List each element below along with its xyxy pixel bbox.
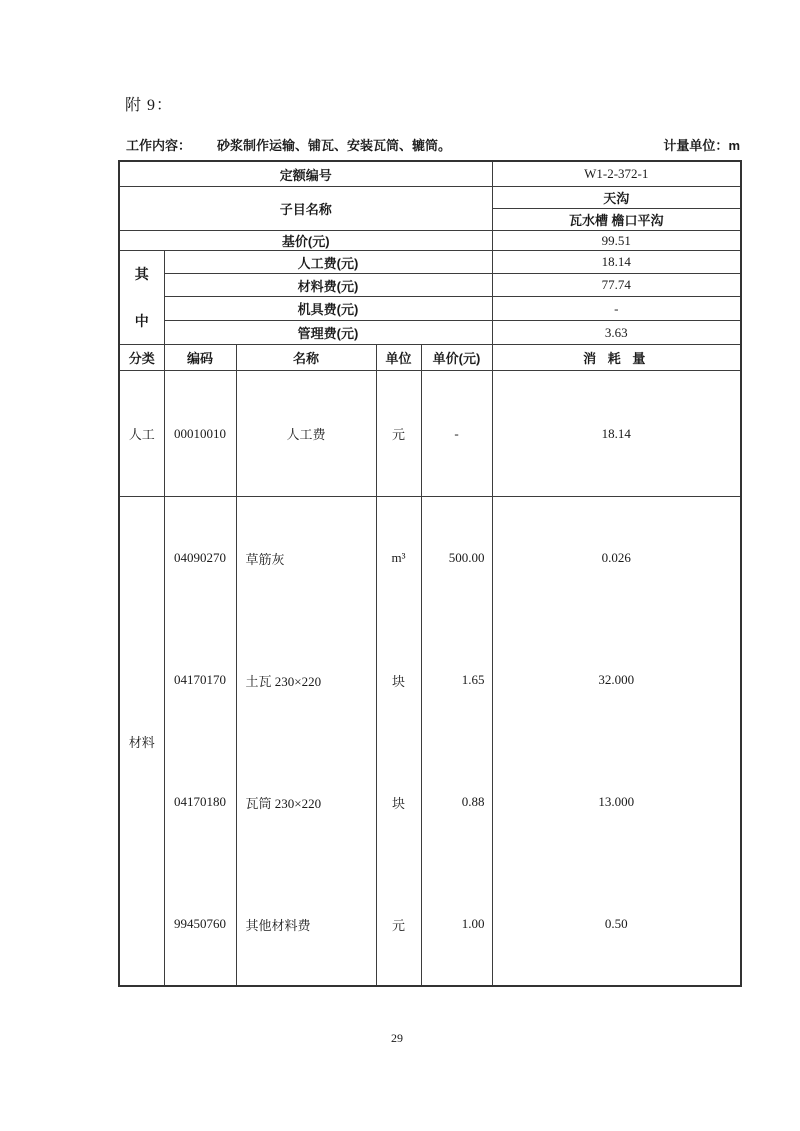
item-name-row bbox=[119, 187, 741, 209]
col-code: 编码 bbox=[164, 345, 236, 371]
material-name: 瓦筒 230×220 bbox=[245, 795, 322, 811]
among-char-2: 中 bbox=[134, 312, 149, 329]
machine-cost-row bbox=[119, 297, 741, 321]
machine-cost-label: 机具费(元) bbox=[164, 297, 492, 321]
work-content-text: 砂浆制作运输、铺瓦、安装瓦筒、辘筒。 bbox=[217, 138, 452, 153]
machine-cost-value: - bbox=[492, 297, 741, 321]
management-cost-row bbox=[119, 321, 741, 345]
base-price-label: 基价(元) bbox=[119, 231, 492, 251]
item-name-label: 子目名称 bbox=[119, 187, 492, 231]
material-consumption: 0.50 bbox=[604, 916, 628, 931]
material-names bbox=[236, 497, 376, 987]
labor-unit: 元 bbox=[376, 371, 421, 497]
quota-table bbox=[118, 160, 742, 987]
management-cost-label: 管理费(元) bbox=[164, 321, 492, 345]
material-name: 草筋灰 bbox=[245, 551, 285, 567]
material-code: 04090270 bbox=[174, 550, 226, 565]
material-prices bbox=[421, 497, 492, 987]
labor-cost-value: 18.14 bbox=[492, 251, 741, 274]
material-unit: 元 bbox=[391, 917, 405, 933]
work-content bbox=[126, 135, 451, 154]
management-cost-value: 3.63 bbox=[492, 321, 741, 345]
labor-consumption: 18.14 bbox=[492, 371, 741, 497]
item-name-line1: 天沟 bbox=[492, 187, 741, 209]
labor-category: 人工 bbox=[119, 371, 164, 497]
material-consumption: 13.000 bbox=[598, 794, 635, 809]
material-price: 500.00 bbox=[448, 550, 485, 565]
quota-no-value: W1-2-372-1 bbox=[492, 161, 741, 187]
among-which-cell bbox=[119, 251, 164, 345]
material-price: 1.00 bbox=[461, 916, 485, 931]
appendix-label: 附 9： bbox=[125, 97, 174, 114]
material-unit: 块 bbox=[391, 673, 405, 689]
labor-section-row bbox=[119, 371, 741, 497]
material-category: 材料 bbox=[119, 497, 164, 987]
quota-no-label: 定额编号 bbox=[119, 161, 492, 187]
material-code: 99450760 bbox=[174, 916, 226, 931]
labor-price: - bbox=[421, 371, 492, 497]
labor-cost-label: 人工费(元) bbox=[164, 251, 492, 274]
material-section-row bbox=[119, 497, 741, 987]
column-header-row bbox=[119, 345, 741, 371]
material-price: 1.65 bbox=[461, 672, 485, 687]
labor-name: 人工费 bbox=[236, 371, 376, 497]
meta-row bbox=[126, 135, 740, 154]
material-code: 04170180 bbox=[174, 794, 226, 809]
material-unit: 块 bbox=[391, 795, 405, 811]
page-number: 29 bbox=[391, 1031, 403, 1045]
col-consumption: 消 耗 量 bbox=[492, 345, 741, 371]
measure-unit bbox=[663, 135, 740, 154]
among-char-1: 其 bbox=[134, 266, 149, 283]
material-unit: m³ bbox=[391, 550, 406, 565]
quota-no-row bbox=[119, 161, 741, 187]
material-consumption: 32.000 bbox=[598, 672, 635, 687]
material-name: 土瓦 230×220 bbox=[245, 673, 322, 689]
material-units bbox=[376, 497, 421, 987]
material-cost-label: 材料费(元) bbox=[164, 274, 492, 297]
labor-cost-row bbox=[119, 251, 741, 274]
item-name-line2: 瓦水槽 檐口平沟 bbox=[492, 209, 741, 231]
material-cost-row bbox=[119, 274, 741, 297]
col-unit: 单位 bbox=[376, 345, 421, 371]
labor-code: 00010010 bbox=[164, 371, 236, 497]
measure-unit-label: 计量单位： bbox=[663, 138, 729, 153]
material-consumption: 0.026 bbox=[601, 550, 631, 565]
col-category: 分类 bbox=[119, 345, 164, 371]
material-price: 0.88 bbox=[461, 794, 485, 809]
work-content-label: 工作内容： bbox=[126, 138, 192, 153]
base-price-row bbox=[119, 231, 741, 251]
material-consumptions bbox=[492, 497, 741, 987]
col-name: 名称 bbox=[236, 345, 376, 371]
material-cost-value: 77.74 bbox=[492, 274, 741, 297]
material-codes bbox=[164, 497, 236, 987]
col-price: 单价(元) bbox=[421, 345, 492, 371]
material-code: 04170170 bbox=[174, 672, 226, 687]
material-name: 其他材料费 bbox=[245, 917, 311, 933]
base-price-value: 99.51 bbox=[492, 231, 741, 251]
measure-unit-value: m bbox=[728, 138, 740, 153]
